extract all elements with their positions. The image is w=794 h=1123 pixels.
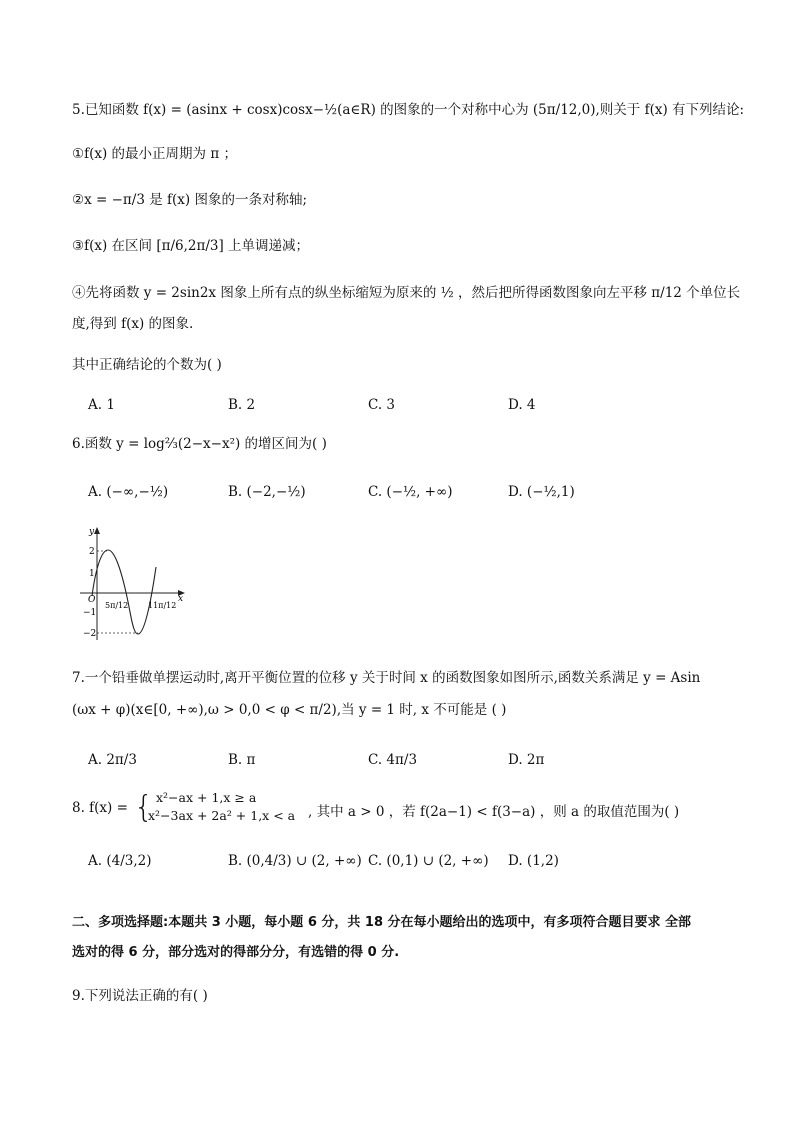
origin-label: O <box>88 595 96 605</box>
q5-conclusion-4a: ④先将函数 y = 2sin2x 图象上所有点的纵坐标缩短为原来的 ½ ，然后把所得函数图象向左平移 π/12 个单位长 <box>72 285 741 301</box>
q8-stem-prefix: 8. f(x) = <box>72 800 128 816</box>
x-tick-5pi-12: 5π/12 <box>105 601 129 610</box>
q8-option-a: A. (4/3,2) <box>88 853 152 869</box>
q6-option-c: C. (−½, +∞) <box>368 484 453 500</box>
q5-option-c: C. 3 <box>368 397 396 413</box>
q8-case-1: x²−ax + 1,x ≥ a <box>156 790 257 805</box>
q5-option-b: B. 2 <box>228 397 256 413</box>
pendulum-graph <box>72 522 192 644</box>
q5-option-a: A. 1 <box>88 397 115 413</box>
q7-option-d: D. 2π <box>508 752 545 768</box>
q6-option-a: A. (−∞,−½) <box>88 484 169 500</box>
q5-conclusion-1: ①f(x) 的最小正周期为 π ； <box>72 146 237 162</box>
section2-line2: 选对的得 6 分，部分选对的得部分分，有选错的得 0 分. <box>72 945 400 960</box>
q5-conclusion-3: ③f(x) 在区间 [π/6,2π/3] 上单调递减； <box>72 238 310 254</box>
x-tick-11pi-12: 11π/12 <box>148 601 177 610</box>
y-tick-neg1: −1 <box>83 608 97 618</box>
sine-curve <box>92 550 156 634</box>
q5-option-d: D. 4 <box>508 397 536 413</box>
y-tick-2: 2 <box>89 547 95 557</box>
q7-option-c: C. 4π/3 <box>368 752 418 768</box>
q5-question: 其中正确结论的个数为( ) <box>72 357 222 373</box>
q7-option-b: B. π <box>228 752 256 768</box>
q8-stem-suffix: , 其中 a > 0 ，若 f(2a−1) < f(3−a) ，则 a 的取值范围为( ) <box>308 804 680 820</box>
q7-stem-b: (ωx + φ)(x∈[0, +∞),ω > 0,0 < φ < π/2),当 y = 1 时, x 不可能是 ( ) <box>72 702 507 718</box>
x-axis-label: x <box>178 594 184 604</box>
q5-conclusion-2: ②x = −π/3 是 f(x) 图象的一条对称轴; <box>72 192 307 208</box>
q6-option-d: D. (−½,1) <box>508 484 575 500</box>
section2-line1: 二、多项选择题:本题共 3 小题，每小题 6 分，共 18 分在每小题给出的选项中，有多项符合题目要求 全部 <box>72 915 692 930</box>
q9-stem: 9.下列说法正确的有( ) <box>72 988 208 1004</box>
y-axis-arrow <box>94 527 100 534</box>
q8-case-2: x²−3ax + 2a² + 1,x < a <box>148 808 296 823</box>
q8-option-d: D. (1,2) <box>508 853 559 869</box>
y-tick-neg2: −2 <box>83 629 97 639</box>
q5-conclusion-4b: 度,得到 f(x) 的图象. <box>72 316 194 332</box>
y-tick-1: 1 <box>89 569 95 579</box>
q8-brace: { <box>134 790 154 825</box>
q8-option-b: B. (0,4/3) ∪ (2, +∞) <box>228 853 362 869</box>
q7-option-a: A. 2π/3 <box>88 752 137 768</box>
q8-option-c: C. (0,1) ∪ (2, +∞) <box>368 853 489 869</box>
q5-stem: 5.已知函数 f(x) = (asinx + cosx)cosx−½(a∈R) 的图象的一个对称中心为 (5π/12,0),则关于 f(x) 有下列结论: <box>72 102 745 118</box>
q6-option-b: B. (−2,−½) <box>228 484 306 500</box>
q6-stem: 6.函数 y = log⅔(2−x−x²) 的增区间为( ) <box>72 436 327 452</box>
y-axis-label: y <box>89 527 95 537</box>
q7-stem-a: 7.一个铅垂做单摆运动时,离开平衡位置的位移 y 关于时间 x 的函数图象如图所示,函数关系满足 y = Asin <box>72 670 701 686</box>
